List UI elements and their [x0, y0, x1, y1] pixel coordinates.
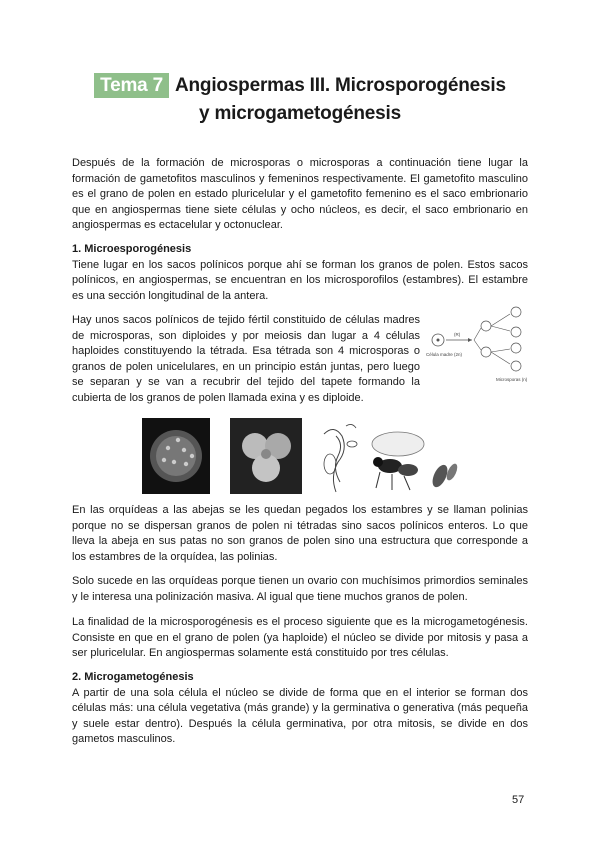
meiosis-diagram	[424, 306, 534, 386]
section-1-paragraph-4: Solo sucede en las orquídeas porque tienen un ovario con muchísimos primordios seminales y le interesa una polinización masiva. Al igual que tiene muchos granos de polen.	[72, 575, 528, 603]
page-number: 57	[512, 794, 525, 806]
orchid-pollinia-drawing	[324, 424, 357, 492]
section-2-paragraph-1: A partir de una sola célula el núcleo se divide de forma que en el interior se forman dos células más: una célula vegetativa (más grande) y la germinativa o generativa (más pequeña y suele estar dentro). Después la célula germinativa, por otra mitosis, se divide en dos gametos masculinos.	[72, 686, 528, 745]
intro-paragraph: Después de la formación de microsporas o microsporas a continuación tiene lugar la formación de gametofitos masculinos y femeninos respectivamente. El gametofito masculino es el grano de polen en estado pluricelular y el gametofito femenino es el saco embrionario que en angiospermas tiene siete células y ocho núcleos, es decir, el saco embrionario en angiospermas es ectacelular y octonuclear.	[72, 157, 528, 231]
title-line-1: Angiospermas III. Microsporogénesis	[175, 75, 506, 96]
title-line-2: y microgametogénesis	[199, 103, 401, 124]
section-1-heading: 1. Microesporogénesis	[72, 243, 192, 255]
section-2	[72, 670, 528, 748]
page-title	[0, 72, 600, 128]
diagram-label-mother: Célula madre (2n)	[426, 352, 463, 357]
pollen-orchid-bee-illustrations	[140, 414, 460, 500]
section-1-paragraph-5: La finalidad de la microsporogénesis es el proceso siguiente que es la microgametogénesis. Consiste en que en el grano de polen (ya haploide) el núcleo se divide por mitosis y pasa a ser pluricelular. En angiospermas solamente está constituido por tres células.	[72, 616, 528, 659]
diagram-label-microspores: Microsporas (n)	[496, 377, 528, 382]
pollen-grain-image	[142, 418, 210, 494]
section-1-paragraph-1: Tiene lugar en los sacos polínicos porque ahí se forman los granos de polen. Estos sacos polínicos, en angiospermas, se encuentran en los microsporofilos (estambres). El estambre es una sección longitudinal de la antera.	[72, 258, 528, 302]
section-1-paragraph-2: Hay unos sacos polínicos de tejido fértil constituido de células madres de microsporas, son diploides y por meiosis dan lugar a 4 células haploides constituyendo la tétrada. Esa tétrada son 4 microsporas o granos de polen unicelulares, en un principio están juntas, pero luego se separan y se van a recubrir del tejido del tapete formando la cubierta de los granos de polen llamada exina y es diploide.	[72, 314, 420, 404]
section-1	[72, 242, 528, 304]
tetrad-pollen-image	[230, 418, 302, 494]
section-1-paragraph-3: En las orquídeas a las abejas se les quedan pegados los estambres y se llaman polinias porque no se dispersan granos de polen ni tétradas sino sacos polínicos enteros. Lo que lleva la abeja en sus patas no son granos de polen sino una estructura que corresponde a los estambres de la orquídea, las polinias.	[72, 504, 528, 563]
bee-with-pollinia-drawing	[372, 432, 459, 490]
diagram-label-meiosis: (R)	[454, 332, 461, 337]
section-2-heading: 2. Microgametogénesis	[72, 671, 194, 683]
chapter-badge: Tema 7	[94, 73, 169, 98]
